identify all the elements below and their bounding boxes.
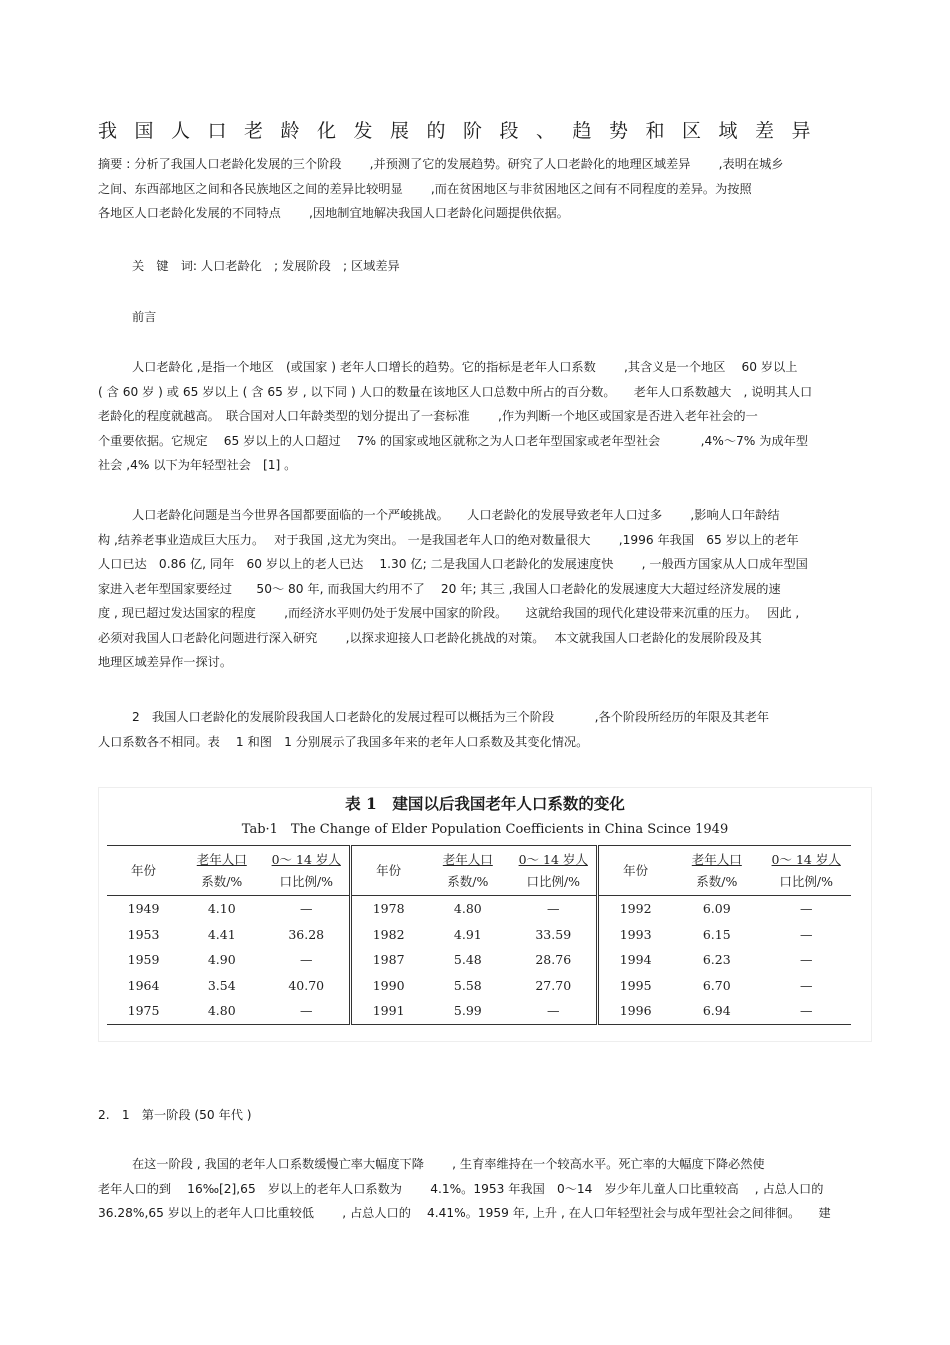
table-cell: 27.70 [510, 973, 597, 999]
paragraph-line: 人口已达 0.86 亿, 同年 60 岁以上的老人已达 1.30 亿; 二是我国人口老龄化的发展速度快 , 一般西方国家从人口成年型国 [98, 557, 808, 571]
abstract [98, 152, 838, 226]
table-cell: — [263, 998, 350, 1024]
table-row [107, 947, 851, 973]
table-cell: 1978 [372, 901, 405, 917]
table-cell: — [263, 896, 350, 922]
table-cell: — [799, 1003, 813, 1019]
section-heading: 2. 1 第一阶段 (50 年代 ) [98, 1108, 252, 1122]
paragraph-line: ( 含 60 岁 ) 或 65 岁以上 ( 含 65 岁 , 以下同 ) 人口的数量在该地区人口总数中所占的百分数。 老年人口系数越大 , 说明其人口 [98, 384, 813, 399]
paragraph-2 [98, 503, 838, 675]
table-cell: 5.99 [453, 1003, 482, 1019]
paper-title: 我国人口老龄化发展的阶段、趋势和区域差异 [98, 120, 829, 142]
paragraph-line: 地理区域差异作一探讨。 [98, 655, 233, 669]
table-cell: 6.09 [702, 901, 731, 917]
paragraph-line: 必须对我国人口老龄化问题进行深入研究 ,以探求迎接人口老龄化挑战的对策。 本文就我国人口老龄化的发展阶段及其 [98, 630, 762, 645]
column-header-child-ratio: 0～ 14 岁人 口比例/% [263, 846, 350, 896]
table-cell: 4.10 [207, 901, 236, 917]
table-cell: 40.70 [263, 973, 350, 999]
table-cell: — [799, 952, 813, 968]
paragraph-3 [98, 705, 838, 754]
table-cell: 4.41 [207, 926, 236, 942]
table-cell: 3.54 [207, 977, 236, 993]
paragraph-line: 36.28%,65 岁以上的老年人口比重较低 , 占总人口的 4.41%。1959 年, 上升 , 在人口年轻型社会与成年型社会之间徘徊。 建 [98, 1206, 831, 1220]
table-cell: 1994 [619, 952, 652, 968]
table-cell: 6.70 [702, 977, 731, 993]
abstract-line: 之间、东西部地区之间和各民族地区之间的差异比较明显 ,而在贫困地区与非贫困地区之间有不同程度的差异。为按照 [98, 181, 752, 196]
table-row [107, 896, 851, 922]
column-header-elder-coef: 老年人口 系数/% [196, 851, 247, 889]
table-cell: 1996 [619, 1003, 652, 1019]
table-cell: 5.58 [453, 977, 482, 993]
table-cell: 1964 [127, 977, 160, 993]
table-row [107, 998, 851, 1024]
table-cell: 6.15 [702, 926, 731, 942]
paragraph-line: 人口老龄化问题是当今世界各国都要面临的一个严峻挑战。 人口老龄化的发展导致老年人口过多 ,影响人口年龄结 [132, 508, 780, 522]
data-table [107, 845, 851, 1025]
table-cell: 1992 [619, 901, 652, 917]
column-header-elder-coef: 老年人口 系数/% [442, 851, 493, 889]
paragraph-line: 度 , 现已超过发达国家的程度 ,而经济水平则仍处于发展中国家的阶段。 这就给我国的现代化建设带来沉重的压力。 因此 , [98, 606, 800, 620]
column-header-year: 年份 [623, 862, 649, 878]
column-header-elder-coef: 老年人口 系数/% [691, 851, 742, 889]
table-cell: 1949 [127, 901, 160, 917]
table-cell: 4.80 [207, 1003, 236, 1019]
table-cell: 33.59 [510, 922, 597, 948]
table-cell: 1995 [619, 977, 652, 993]
table-cell: 1975 [127, 1003, 160, 1019]
table-cell: — [799, 926, 813, 942]
table-cell: 1953 [127, 926, 160, 942]
abstract-line: 各地区人口老龄化发展的不同特点 ,因地制宜地解决我国人口老龄化问题提供依据。 [98, 206, 569, 220]
table-cell: 36.28 [263, 922, 350, 948]
table-cell: 1982 [372, 926, 405, 942]
preface-heading: 前言 [132, 310, 157, 324]
paragraph-line: 2 我国人口老龄化的发展阶段我国人口老龄化的发展过程可以概括为三个阶段 ,各个阶段所经历的年限及其老年 [132, 710, 770, 724]
table-cell: 1987 [372, 952, 405, 968]
table-row [107, 973, 851, 999]
paragraph-line: 人口老龄化 ,是指一个地区 (或国家 ) 老年人口增长的趋势。它的指标是老年人口系数 ,其含义是一个地区 60 岁以上 [132, 360, 798, 374]
table-title: 表 1 建国以后我国老年人口系数的变化 [345, 794, 625, 813]
table-row [107, 922, 851, 948]
abstract-line: 摘要 : 分析了我国人口老龄化发展的三个阶段 ,并预测了它的发展趋势。研究了人口老龄化的地理区域差异 ,表明在城乡 [98, 157, 784, 171]
paragraph-line: 人口系数各不相同。表 1 和图 1 分别展示了我国多年来的老年人口系数及其变化情况。 [98, 734, 589, 749]
paragraph-line: 个重要依据。它规定 65 岁以上的人口超过 7% 的国家或地区就称之为人口老年型国家或老年型社会 ,4%～7% 为成年型 [98, 433, 809, 448]
table-cell: — [510, 998, 597, 1024]
table-cell: 4.90 [207, 952, 236, 968]
paragraph-line: 社会 ,4% 以下为年轻型社会 [1] 。 [98, 458, 297, 472]
paragraph-line: 在这一阶段 , 我国的老年人口系数缓慢亡率大幅度下降 , 生育率维持在一个较高水平。死亡率的大幅度下降必然使 [132, 1157, 765, 1171]
column-header-year: 年份 [131, 862, 157, 878]
table-cell: — [510, 896, 597, 922]
table-cell: 1991 [372, 1003, 405, 1019]
paragraph-1 [98, 355, 838, 478]
table-cell: 1959 [127, 952, 160, 968]
table-cell: 1993 [619, 926, 652, 942]
table-cell: 6.23 [702, 952, 731, 968]
table-cell: 4.80 [453, 901, 482, 917]
paragraph-4 [98, 1152, 838, 1226]
table-cell: — [799, 901, 813, 917]
paragraph-line: 家进入老年型国家要经过 50～ 80 年, 而我国大约用不了 20 年; 其三 ,我国人口老龄化的发展速度大大超过经济发展的速 [98, 581, 781, 596]
paragraph-line: 老龄化的程度就越高。 联合国对人口年龄类型的划分提出了一套标准 ,作为判断一个地区或国家是否进入老年社会的一 [98, 409, 758, 423]
table-figure [98, 787, 872, 1042]
table-cell: 28.76 [510, 947, 597, 973]
table-cell: 6.94 [702, 1003, 731, 1019]
column-header-year: 年份 [376, 862, 402, 878]
table-cell: 5.48 [453, 952, 482, 968]
keywords: 关 键 词: 人口老龄化 ; 发展阶段 ; 区域差异 [132, 259, 400, 273]
paragraph-line: 构 ,结养老事业造成巨大压力。 对于我国 ,这尤为突出。 一是我国老年人口的绝对数量很大 ,1996 年我国 65 岁以上的老年 [98, 532, 799, 547]
paragraph-line: 老年人口的到 16‰[2],65 岁以上的老年人口系数为 4.1%。1953 年我国 0～14 岁少年儿童人口比重较高 , 占总人口的 [98, 1181, 824, 1196]
table-header-row [107, 846, 851, 896]
column-header-child-ratio: 0～ 14 岁人 口比例/% [510, 846, 597, 896]
table-cell: — [799, 977, 813, 993]
table-cell: — [263, 947, 350, 973]
table-cell: 1990 [372, 977, 405, 993]
column-header-child-ratio: 0～ 14 岁人 口比例/% [771, 851, 841, 889]
table-subtitle: Tab·1 The Change of Elder Population Coefficients in China Scince 1949 [241, 822, 729, 837]
table-cell: 4.91 [453, 926, 482, 942]
